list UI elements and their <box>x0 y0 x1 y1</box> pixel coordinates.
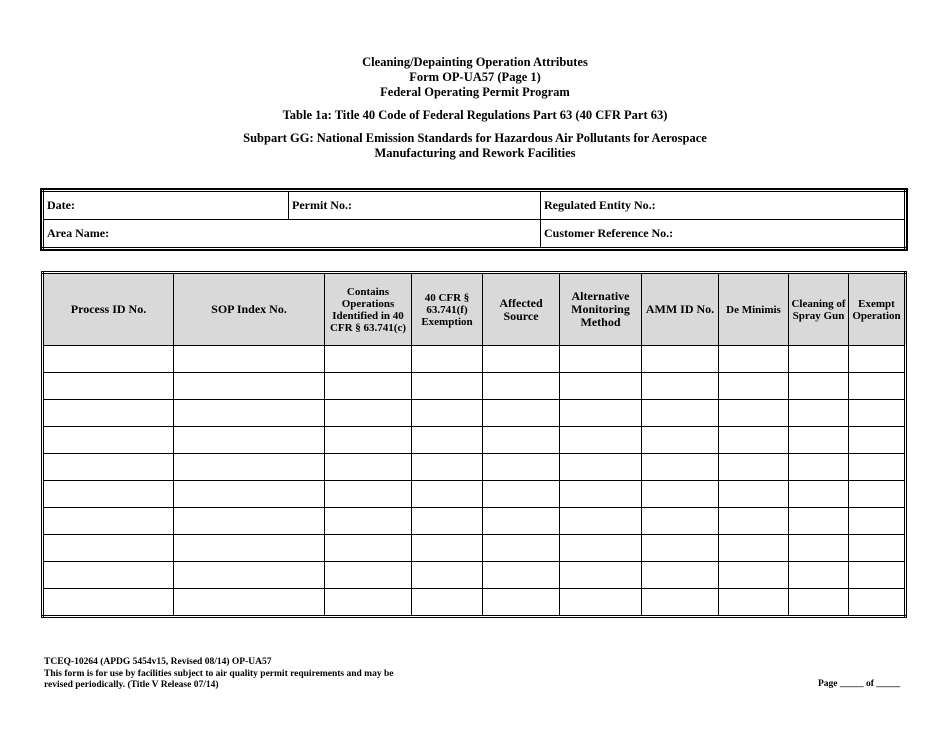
table-cell[interactable] <box>560 400 642 427</box>
col-de-minimis: De Minimis <box>719 273 789 346</box>
table-cell[interactable] <box>719 400 789 427</box>
col-cleaning-spray-gun: Cleaning of Spray Gun <box>789 273 849 346</box>
col-exemption: 40 CFR § 63.741(f) Exemption <box>412 273 483 346</box>
table-cell[interactable] <box>174 508 325 535</box>
table-cell[interactable] <box>412 427 483 454</box>
table-cell[interactable] <box>174 373 325 400</box>
area-name-field[interactable] <box>43 220 541 249</box>
program-name: Federal Operating Permit Program <box>380 85 570 99</box>
table-row <box>43 508 906 535</box>
table-cell[interactable] <box>325 346 412 373</box>
table-cell[interactable] <box>560 454 642 481</box>
col-affected-source: Affected Source <box>483 273 560 346</box>
table-cell[interactable] <box>642 454 719 481</box>
info-table <box>41 189 907 250</box>
footer-info <box>44 657 393 692</box>
table-cell[interactable] <box>483 373 560 400</box>
table-cell[interactable] <box>719 373 789 400</box>
attributes-table <box>41 271 907 618</box>
table-cell[interactable] <box>43 373 174 400</box>
table-row <box>43 454 906 481</box>
table-cell[interactable] <box>325 373 412 400</box>
table-cell[interactable] <box>642 346 719 373</box>
table-row <box>43 535 906 562</box>
table-row <box>43 400 906 427</box>
table-cell[interactable] <box>325 400 412 427</box>
table-cell[interactable] <box>849 589 906 617</box>
table-cell[interactable] <box>560 589 642 617</box>
table-cell[interactable] <box>642 373 719 400</box>
table-cell[interactable] <box>789 481 849 508</box>
table-cell[interactable] <box>560 562 642 589</box>
regulated-entity-field[interactable] <box>541 191 906 220</box>
table-cell[interactable] <box>483 346 560 373</box>
table-row <box>43 427 906 454</box>
form-header <box>0 55 950 161</box>
table-cell[interactable] <box>560 535 642 562</box>
table-cell[interactable] <box>412 589 483 617</box>
col-exempt-operation: Exempt Operation <box>849 273 906 346</box>
table-cell[interactable] <box>849 427 906 454</box>
table-cell[interactable] <box>174 535 325 562</box>
table-cell[interactable] <box>174 454 325 481</box>
table-cell[interactable] <box>325 562 412 589</box>
table-cell[interactable] <box>642 589 719 617</box>
form-title: Cleaning/Depainting Operation Attributes <box>362 55 588 69</box>
table-cell[interactable] <box>483 481 560 508</box>
table-body <box>43 346 906 617</box>
permit-field[interactable] <box>289 191 541 220</box>
table-cell[interactable] <box>849 346 906 373</box>
table-cell[interactable] <box>325 508 412 535</box>
table-cell[interactable] <box>174 562 325 589</box>
table-cell[interactable] <box>789 346 849 373</box>
table-cell[interactable] <box>43 427 174 454</box>
table-cell[interactable] <box>412 400 483 427</box>
table-cell[interactable] <box>174 346 325 373</box>
table-cell[interactable] <box>642 427 719 454</box>
table-cell[interactable] <box>412 373 483 400</box>
table-cell[interactable] <box>43 481 174 508</box>
table-cell[interactable] <box>789 400 849 427</box>
table-cell[interactable] <box>43 454 174 481</box>
table-cell[interactable] <box>849 562 906 589</box>
form-id: TCEQ-10264 (APDG 5454v15, Revised 08/14) OP-UA57 <box>44 657 272 667</box>
customer-reference-field[interactable] <box>541 220 906 249</box>
table-cell[interactable] <box>412 346 483 373</box>
page-number: Page _____ of _____ <box>818 679 901 689</box>
table-cell[interactable] <box>849 454 906 481</box>
table-row <box>43 589 906 617</box>
table-cell[interactable] <box>560 346 642 373</box>
table-cell[interactable] <box>789 373 849 400</box>
date-field[interactable] <box>43 191 289 220</box>
table-cell[interactable] <box>325 535 412 562</box>
table-cell[interactable] <box>789 508 849 535</box>
table-cell[interactable] <box>412 535 483 562</box>
table-cell[interactable] <box>560 427 642 454</box>
table-cell[interactable] <box>642 400 719 427</box>
table-cell[interactable] <box>174 400 325 427</box>
table-cell[interactable] <box>849 400 906 427</box>
table-cell[interactable] <box>560 481 642 508</box>
col-process-id: Process ID No. <box>43 273 174 346</box>
table-cell[interactable] <box>789 589 849 617</box>
table-cell[interactable] <box>43 400 174 427</box>
table-row <box>43 481 906 508</box>
permit-label: Permit No.: <box>292 198 352 212</box>
table-cell[interactable] <box>412 562 483 589</box>
regulated-entity-label: Regulated Entity No.: <box>544 198 656 212</box>
footer-note-line1: This form is for use by facilities subject to air quality permit requirements and may be <box>44 668 394 679</box>
table-cell[interactable] <box>483 400 560 427</box>
table-row <box>43 373 906 400</box>
customer-reference-label: Customer Reference No.: <box>544 226 674 240</box>
table-cell[interactable] <box>789 427 849 454</box>
table-cell[interactable] <box>43 535 174 562</box>
area-name-label: Area Name: <box>47 226 110 240</box>
table-cell[interactable] <box>642 508 719 535</box>
footer-note-line2: revised periodically. (Title V Release 07/14) <box>44 680 219 690</box>
table-cell[interactable] <box>43 589 174 617</box>
table-cell[interactable] <box>560 508 642 535</box>
table-cell[interactable] <box>719 508 789 535</box>
form-number: Form OP-UA57 (Page 1) <box>409 70 541 84</box>
table-cell[interactable] <box>642 535 719 562</box>
table-cell[interactable] <box>719 562 789 589</box>
table-cell[interactable] <box>174 589 325 617</box>
table-cell[interactable] <box>325 427 412 454</box>
table-cell[interactable] <box>789 562 849 589</box>
table-cell[interactable] <box>849 508 906 535</box>
table-cell[interactable] <box>789 535 849 562</box>
table-cell[interactable] <box>43 508 174 535</box>
table-row <box>43 346 906 373</box>
table-cell[interactable] <box>719 427 789 454</box>
table-cell[interactable] <box>483 454 560 481</box>
table-cell[interactable] <box>719 535 789 562</box>
table-cell[interactable] <box>642 481 719 508</box>
table-cell[interactable] <box>849 535 906 562</box>
table-cell[interactable] <box>849 481 906 508</box>
table-cell[interactable] <box>719 589 789 617</box>
table-cell[interactable] <box>719 454 789 481</box>
table-cell[interactable] <box>483 589 560 617</box>
col-amm-id: AMM ID No. <box>642 273 719 346</box>
col-sop-index: SOP Index No. <box>174 273 325 346</box>
subpart-title-line2: Manufacturing and Rework Facilities <box>374 146 576 160</box>
table-cell[interactable] <box>412 454 483 481</box>
table-cell[interactable] <box>174 427 325 454</box>
table-cell[interactable] <box>412 508 483 535</box>
table-cell[interactable] <box>642 562 719 589</box>
table-cell[interactable] <box>43 346 174 373</box>
table-cell[interactable] <box>483 562 560 589</box>
table-cell[interactable] <box>325 589 412 617</box>
table-cell[interactable] <box>560 373 642 400</box>
table-cell[interactable] <box>483 535 560 562</box>
col-alternative-monitoring: Alternative Monitoring Method <box>560 273 642 346</box>
table-cell[interactable] <box>719 346 789 373</box>
table-cell[interactable] <box>849 373 906 400</box>
subpart-title-line1: Subpart GG: National Emission Standards for Hazardous Air Pollutants for Aerospace <box>243 131 707 145</box>
table-cell[interactable] <box>43 562 174 589</box>
table-cell[interactable] <box>325 481 412 508</box>
table-cell[interactable] <box>483 427 560 454</box>
table-cell[interactable] <box>412 481 483 508</box>
col-contains-operations: Contains Operations Identified in 40 CFR § 63.741(c) <box>325 273 412 346</box>
table-cell[interactable] <box>719 481 789 508</box>
date-label: Date: <box>47 198 75 212</box>
table-title: Table 1a: Title 40 Code of Federal Regulations Part 63 (40 CFR Part 63) <box>282 108 668 122</box>
table-cell[interactable] <box>325 454 412 481</box>
table-cell[interactable] <box>174 481 325 508</box>
table-row <box>43 562 906 589</box>
table-cell[interactable] <box>789 454 849 481</box>
table-cell[interactable] <box>483 508 560 535</box>
